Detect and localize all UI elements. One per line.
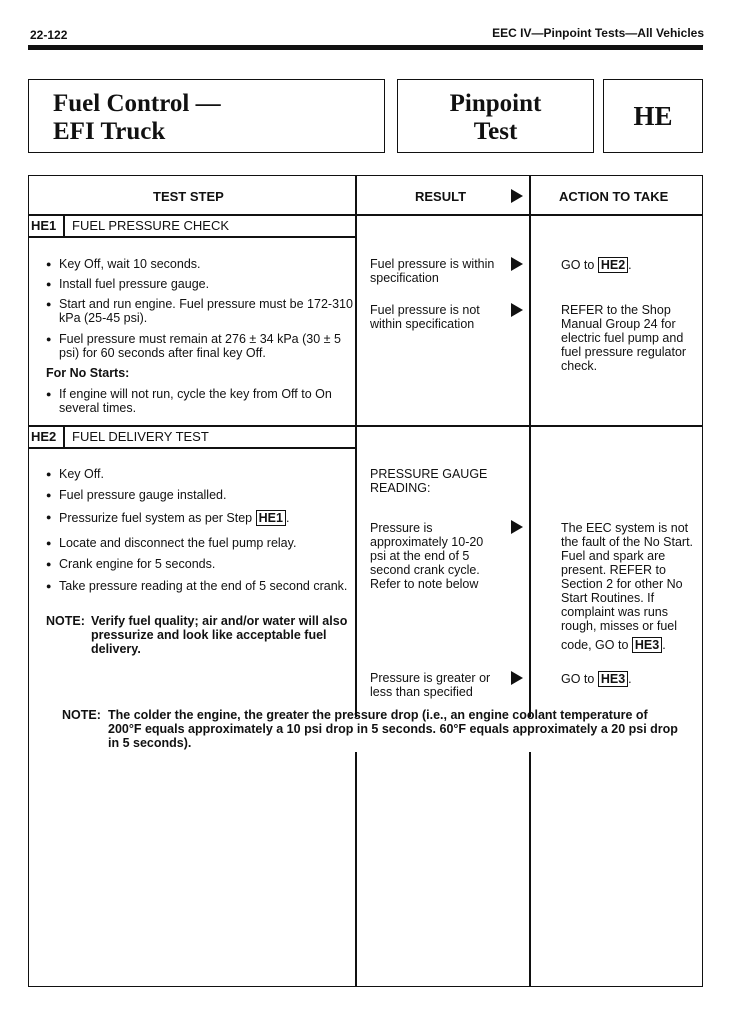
page-number: 22-122: [30, 28, 68, 42]
bottom-note-text: The colder the engine, the greater the pressure drop (i.e., an engine coolant temperature of 200°F equals approximately a 10 psi drop in 5 seconds. 60°F equals approximately a 20 psi drop in 5 seconds).: [108, 708, 678, 750]
header-rule: [28, 45, 703, 50]
he1-bullet: ● Fuel pressure must remain at 276 ± 34 kPa (30 ± 5 psi) for 60 seconds after final key Off.: [46, 332, 361, 360]
he2-bullet: ● Crank engine for 5 seconds.: [46, 557, 361, 571]
arrow-icon: [511, 257, 523, 271]
he2-id-divider: [63, 426, 65, 448]
he2-action1-tail: code, GO to: [561, 638, 629, 652]
col-action: ACTION TO TAKE: [559, 189, 669, 204]
he1-step-ref[interactable]: HE1: [256, 510, 286, 526]
he1-bullet: ● Start and run engine. Fuel pressure must be 172-310 kPa (25-45 psi).: [46, 297, 361, 325]
he2-bullet: ● Fuel pressure gauge installed.: [46, 488, 361, 502]
he1-result-not-within: Fuel pressure is not within specification: [370, 303, 480, 331]
he2-action-goto: [561, 671, 632, 687]
he2-result-out-of-range: Pressure is greater or less than specified: [370, 671, 491, 699]
he2-action-eec-text: The EEC system is not the fault of the No Start. Fuel and spark are present. REFER to Section 2 for other No Start Routines. If complaint was runs rough, misses or fuel: [561, 521, 694, 633]
he2-section-rule: [28, 425, 703, 427]
arrow-icon: [511, 189, 523, 203]
he2-bullet3-suffix: .: [285, 511, 290, 525]
divider-result-action: [529, 175, 531, 717]
divider-result-action-lower: [529, 752, 531, 987]
he1-no-starts-label: For No Starts:: [46, 366, 130, 380]
he1-name: FUEL PRESSURE CHECK: [72, 218, 229, 233]
he1-action-refer: REFER to the Shop Manual Group 24 for electric fuel pump and fuel pressure regulator check.: [561, 303, 687, 373]
col-test-step: TEST STEP: [153, 189, 224, 204]
title-box: [28, 79, 385, 153]
section-title: EEC IV—Pinpoint Tests—All Vehicles: [492, 26, 704, 40]
he1-header-rule: [28, 236, 356, 238]
test-code: HE: [633, 101, 673, 131]
he1-no-starts-bullet: ● If engine will not run, cycle the key from Off to On several times.: [46, 387, 361, 415]
he1-action-suffix: .: [628, 258, 632, 272]
he1-action-prefix: GO to: [561, 258, 595, 272]
he2-bullet-step-ref: [46, 510, 361, 526]
he1-id-divider: [63, 215, 65, 237]
arrow-icon: [511, 303, 523, 317]
he1-bullet: ● Key Off, wait 10 seconds.: [46, 257, 361, 271]
he2-gauge-heading: PRESSURE GAUGE READING:: [370, 467, 488, 495]
he2-note-label: NOTE:: [46, 614, 85, 628]
header-row-rule: [28, 214, 703, 216]
bottom-note-label: NOTE:: [62, 708, 101, 722]
col-result: RESULT: [415, 189, 467, 204]
title-line-1: Fuel Control —: [53, 90, 221, 117]
he2-name: FUEL DELIVERY TEST: [72, 429, 209, 444]
he2-bullet3-prefix: Pressurize fuel system as per Step: [59, 511, 253, 525]
he1-bullet: ● Install fuel pressure gauge.: [46, 277, 361, 291]
pinpoint-line-1: Pinpoint: [449, 90, 542, 117]
he2-result-ok: Pressure is approximately 10-20 psi at the end of 5 second crank cycle. Refer to note below: [370, 521, 484, 591]
he3-step-ref[interactable]: HE3: [598, 671, 628, 687]
he2-bullet: ● Key Off.: [46, 467, 361, 481]
test-code-box: [603, 79, 703, 153]
he2-bullet: ● Locate and disconnect the fuel pump relay.: [46, 536, 361, 550]
he2-action2-prefix: GO to: [561, 672, 595, 686]
he2-step-ref[interactable]: HE2: [598, 257, 628, 273]
he2-action-eec-goto: [561, 637, 666, 653]
arrow-icon: [511, 671, 523, 685]
he2-id: HE2: [31, 429, 57, 444]
pinpoint-line-2: Test: [473, 118, 518, 145]
he2-bullet: ● Take pressure reading at the end of 5 second crank.: [46, 579, 361, 593]
he2-action2-suffix: .: [628, 672, 632, 686]
he2-header-rule: [28, 447, 356, 449]
he1-id: HE1: [31, 218, 57, 233]
he2-action1-suffix: .: [662, 638, 666, 652]
title-line-2: EFI Truck: [53, 118, 166, 145]
arrow-icon: [511, 520, 523, 534]
pinpoint-test-box: [397, 79, 594, 153]
he3-step-ref[interactable]: HE3: [632, 637, 662, 653]
he2-note-text: Verify fuel quality; air and/or water will also pressurize and look like acceptable fuel delivery.: [91, 614, 348, 656]
he1-action-goto: [561, 257, 632, 273]
he1-result-within: Fuel pressure is within specification: [370, 257, 495, 285]
divider-step-result-lower: [355, 752, 357, 987]
